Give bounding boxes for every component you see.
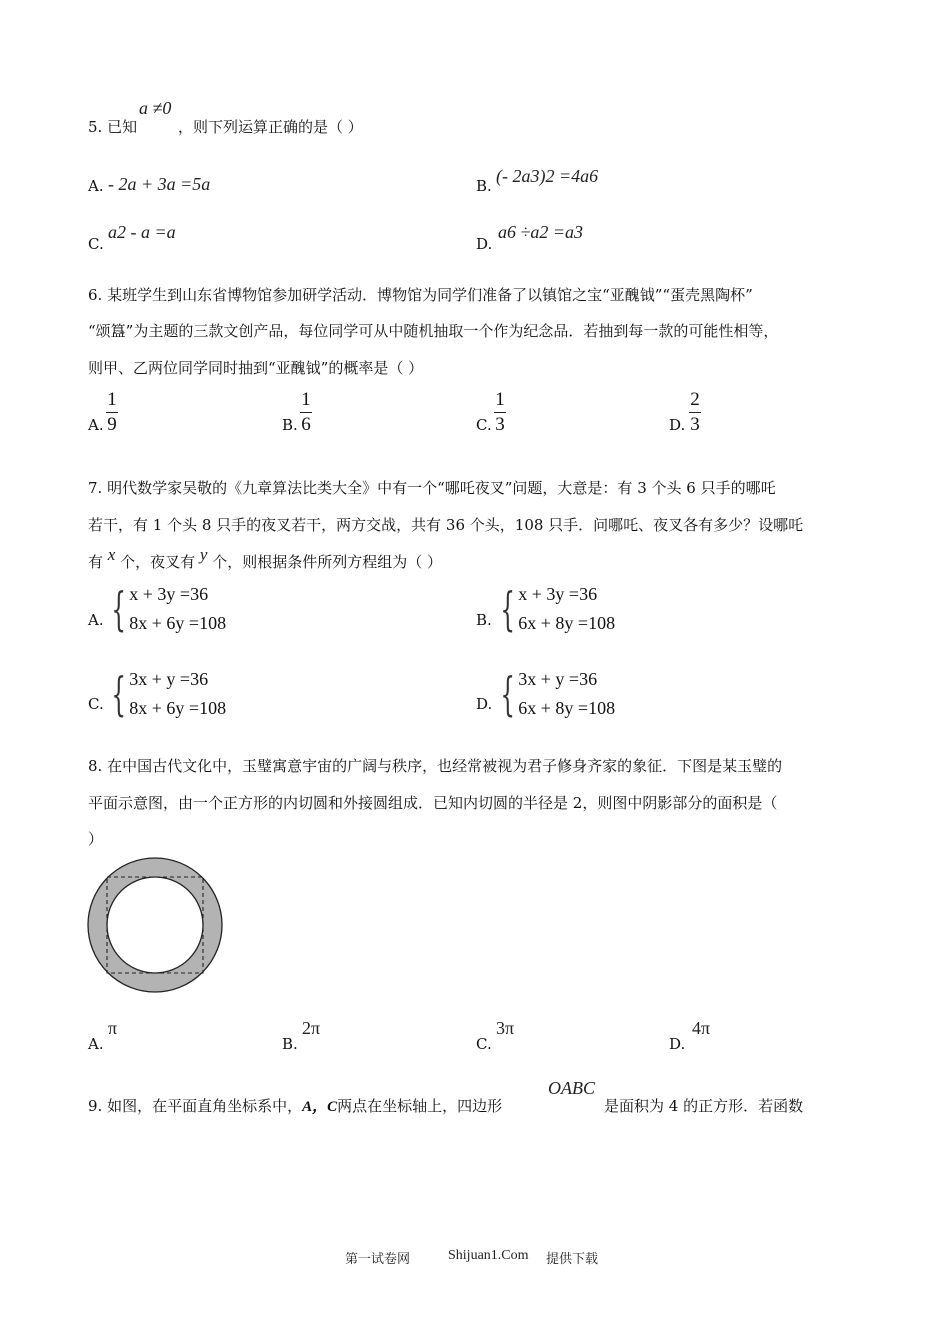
fraction-bar [300,412,312,413]
q6-option-c-num: 1 [495,389,505,410]
q9-stem-middle: 两点在坐标轴上，四边形 [337,1097,503,1115]
q6-option-b-fraction [300,389,312,436]
fraction-bar [494,412,506,413]
q5-stem-suffix: ，则下列运算正确的是（ ） [178,118,363,136]
q9-shape-name: OABC [548,1078,595,1098]
q7-option-a-eq2: 8x + 6y =108 [129,613,227,633]
q8-option-b-value: 2π [302,1018,321,1038]
jade-disc-figure [86,856,226,996]
q8-stem-line-2: 平面示意图，由一个正方形的内切圆和外接圆组成．已知内切圆的半径是 2，则图中阴影部分的面积是（ [88,794,778,812]
q5-option-b-expr: (- 2a3)2 =4a6 [496,166,599,186]
q9-stem-prefix: 9. 如图，在平面直角坐标系中， [88,1097,303,1115]
q7-option-c-label: C. [88,695,104,713]
q5-option-d-expr: a6 ÷a2 =a3 [498,222,584,242]
q7-option-d-eq2: 6x + 8y =108 [518,698,616,718]
fraction-bar [689,412,701,413]
q8-option-c-value: 3π [496,1018,515,1038]
q9-stem-line-1 [88,1095,502,1116]
q8-option-b-label: B. [282,1035,298,1053]
q5-option-c-label: C. [88,235,104,253]
q6-option-d-den: 3 [690,414,700,435]
q7-option-b-eq2: 6x + 8y =108 [518,613,616,633]
q7-option-b-eq1: x + 3y =36 [518,584,598,604]
q5-option-d-label: D. [476,235,493,253]
inner-incircle [107,877,203,973]
q6-stem-line-1: 6. 某班学生到山东省博物馆参加研学活动．博物馆为同学们准备了以镇馆之宝“亚醜钺”“蛋壳黑陶杯” [88,286,753,304]
q6-option-a-fraction [106,389,118,436]
left-brace-icon: { [500,667,515,721]
q5-condition: a ≠0 [139,98,172,118]
q7-option-a-label: A. [88,611,104,629]
q5-option-c-expr: a2 - a =a [108,222,176,242]
q7-option-d-system [493,665,615,723]
q7-variable-x: x [107,545,116,564]
q7-stem-line-3 [88,545,443,572]
fraction-bar [106,412,118,413]
q6-option-d-label: D. [669,416,686,434]
q6-option-c-label: C. [476,416,492,434]
q7-option-b-system [493,580,615,638]
q7-option-a-system [104,580,226,638]
q7-line3-part-b: 个，夜叉有 [120,553,196,571]
q9-stem-suffix: 是面积为 4 的正方形．若函数 [604,1097,804,1115]
q6-option-b-label: B. [282,416,298,434]
q8-option-d-value: 4π [692,1018,711,1038]
q6-option-d-fraction [689,389,701,436]
left-brace-icon: { [111,582,126,636]
q7-stem-line-1: 7. 明代数学家吴敬的《九章算法比类大全》中有一个“哪吒夜叉”问题，大意是：有 3 个头 6 只手的哪吒 [88,479,776,497]
q8-stem-line-3: ） [88,830,104,848]
q6-stem-line-3: 则甲、乙两位同学同时抽到“亚醜钺”的概率是（ ） [88,359,424,377]
q7-option-a-eq1: x + 3y =36 [129,584,209,604]
footer-site-name: 第一试卷网 [345,1252,411,1267]
q7-line3-part-a: 有 [88,553,104,571]
q6-option-c-fraction [494,389,506,436]
q6-option-a-den: 9 [107,414,117,435]
left-brace-icon: { [111,667,126,721]
q7-option-c-eq1: 3x + y =36 [129,669,209,689]
q6-option-a-label: A. [88,416,104,434]
q6-option-b-den: 6 [301,414,311,435]
q8-option-c-label: C. [476,1035,492,1053]
q7-variable-y: y [199,545,208,564]
q7-stem-line-2: 若干，有 1 个头 8 只手的夜叉若干，两方交战，共有 36 个头，108 只手．问哪吒、夜叉各有多少？设哪吒 [88,516,804,534]
q8-option-a-label: A. [88,1035,104,1053]
q8-option-d-label: D. [669,1035,686,1053]
q6-option-b-num: 1 [301,389,311,410]
q6-stem-line-2: “颂簋”为主题的三款文创产品，每位同学可从中随机抽取一个作为纪念品．若抽到每一款的可能性相等， [88,322,779,340]
left-brace-icon: { [500,582,515,636]
q5-option-b-label: B. [476,177,492,195]
q6-option-d-num: 2 [690,389,700,410]
q7-option-d-eq1: 3x + y =36 [518,669,598,689]
q7-option-c-system [104,665,226,723]
q5-stem-prefix: 5. 已知 [88,118,138,136]
q5-option-a-expr: - 2a + 3a =5a [108,174,211,194]
q7-option-d-label: D. [476,695,493,713]
q6-option-a-num: 1 [107,389,117,410]
q7-line3-part-c: 个，则根据条件所列方程组为（ ） [212,553,443,571]
q9-points: A，C [302,1099,338,1115]
q8-stem-line-1: 8. 在中国古代文化中，玉璧寓意宇宙的广阔与秩序，也经常被视为君子修身齐家的象征．下图是某玉璧的 [88,757,783,775]
q8-option-a-value: π [108,1018,118,1038]
q6-option-c-den: 3 [495,414,505,435]
footer-domain[interactable]: Shijuan1.Com [448,1248,529,1263]
q7-option-c-eq2: 8x + 6y =108 [129,698,227,718]
q7-option-b-label: B. [476,611,492,629]
q5-option-a-label: A. [88,177,104,195]
footer-download-note: 提供下载 [546,1252,599,1267]
